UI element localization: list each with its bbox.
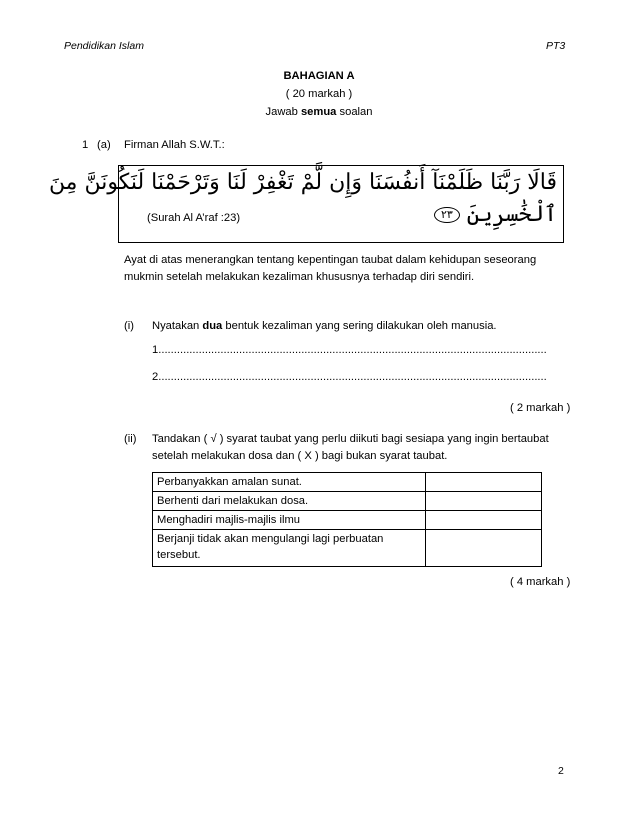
sub-ii-line-2: setelah melakukan dosa dan ( X ) bagi bukan syarat taubat.	[152, 450, 448, 462]
sub-i-label: (i)	[124, 320, 134, 332]
condition-text: Berhenti dari melakukan dosa.	[153, 492, 426, 511]
answer-line-1[interactable]: 1.............................................................................................................................	[152, 344, 547, 356]
section-marks: ( 20 markah )	[285, 88, 353, 100]
sub-i-marks: ( 2 markah )	[510, 402, 571, 414]
verse-line-2: ٱلْخَٰسِرِينَ ٢٣	[430, 202, 557, 227]
header-level: PT3	[546, 40, 566, 52]
passage-line-1: Ayat di atas menerangkan tentang kepentingan taubat dalam kehidupan seseorang	[124, 254, 537, 266]
question-intro: Firman Allah S.W.T.:	[124, 139, 225, 151]
ayah-number-mark: ٢٣	[434, 207, 460, 223]
verse-line-1: قَالَا رَبَّنَا ظَلَمْنَآ أَنفُسَنَا وَإِن لَّمْ تَغْفِرْ لَنَا وَتَرْحَمْنَا لَنَكُونَنَّ مِنَ	[48, 170, 557, 195]
sub-ii-marks: ( 4 markah )	[510, 576, 571, 588]
answer-cell[interactable]	[426, 511, 542, 530]
sub-ii-label: (ii)	[124, 433, 137, 445]
sub-ii-line-1: Tandakan ( √ ) syarat taubat yang perlu diikuti bagi sesiapa yang ingin bertaubat	[152, 433, 549, 445]
verse-box	[48, 165, 564, 243]
table-row	[153, 492, 542, 511]
conditions-table	[152, 472, 542, 567]
page-number: 2	[558, 765, 564, 777]
question-number: 1	[82, 139, 89, 151]
passage-line-2: mukmin setelah melakukan kezaliman khususnya terhadap diri sendiri.	[124, 271, 475, 283]
sub-i-text: Nyatakan dua bentuk kezaliman yang sering dilakukan oleh manusia.	[152, 320, 497, 332]
answer-cell[interactable]	[426, 530, 542, 567]
condition-text: Berjanji tidak akan mengulangi lagi perbuatan tersebut.	[153, 530, 426, 567]
header-subject: Pendidikan Islam	[64, 40, 144, 52]
section-instruction: Jawab semua soalan	[265, 106, 373, 118]
table-row	[153, 473, 542, 492]
verse-reference: (Surah Al A’raf :23)	[147, 212, 241, 224]
condition-text: Menghadiri majlis-majlis ilmu	[153, 511, 426, 530]
table-row	[153, 530, 542, 567]
condition-text: Perbanyakkan amalan sunat.	[153, 473, 426, 492]
answer-cell[interactable]	[426, 492, 542, 511]
section-title: BAHAGIAN A	[283, 70, 355, 82]
table-row	[153, 511, 542, 530]
answer-cell[interactable]	[426, 473, 542, 492]
answer-line-2[interactable]: 2.............................................................................................................................	[152, 371, 547, 383]
question-part: (a)	[97, 139, 111, 151]
